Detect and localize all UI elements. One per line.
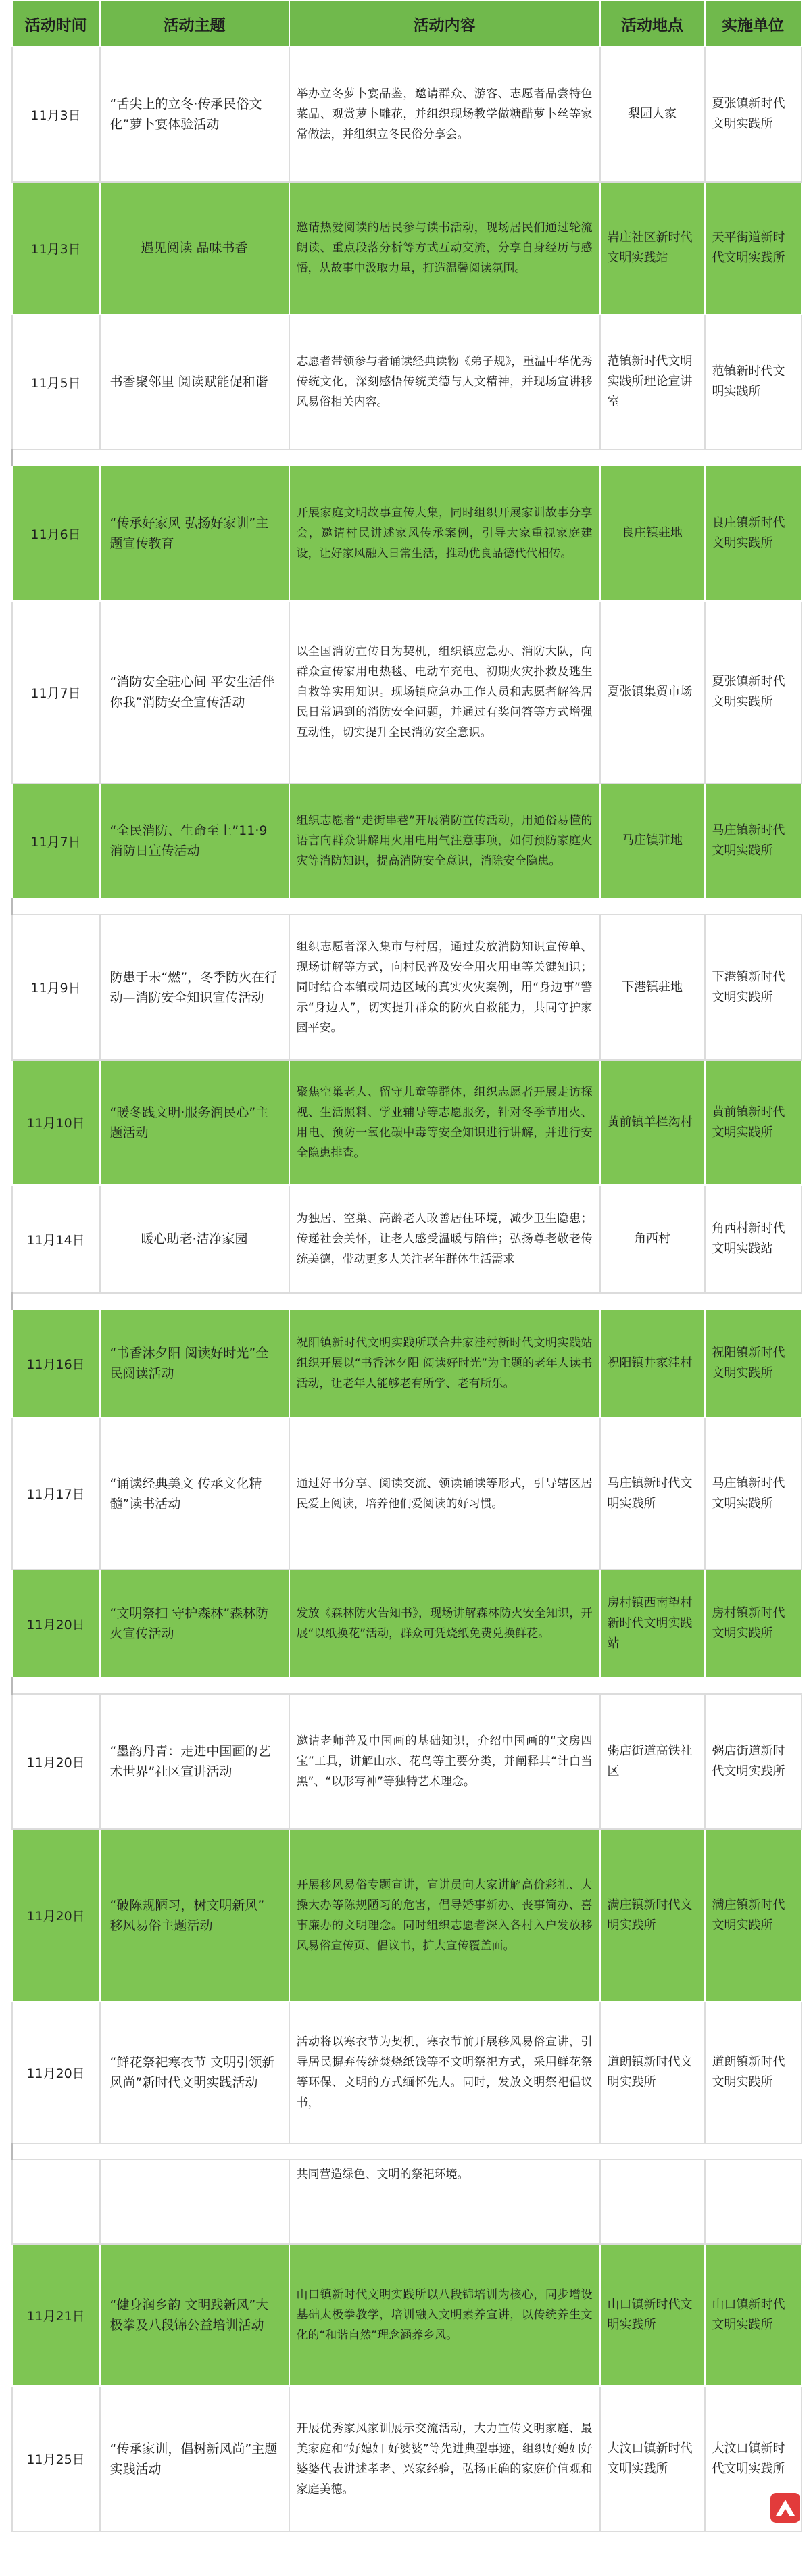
row-theme: “诵读经典美文 传承文化精髓”读书活动 [100, 1417, 289, 1570]
row-theme: “书香沐夕阳 阅读好时光”全民阅读活动 [100, 1309, 289, 1417]
table-row [12, 601, 802, 783]
table-row [12, 182, 802, 314]
row-unit: 道朗镇新时代文明实践所 [705, 2001, 802, 2143]
header-place: 活动地点 [600, 1, 705, 47]
row-date: 11月6日 [12, 466, 100, 601]
table-row [12, 1309, 802, 1417]
row-place: 岩庄社区新时代文明实践站 [600, 182, 705, 314]
row-unit: 满庄镇新时代文明实践所 [705, 1829, 802, 2001]
row-theme: “暖冬践文明·服务润民心”主题活动 [100, 1060, 289, 1185]
table-header [12, 1, 802, 47]
row-date: 11月5日 [12, 314, 100, 449]
activity-schedule-table [11, 0, 802, 2532]
table-row [12, 1694, 802, 1829]
row-theme [100, 2160, 289, 2244]
row-place: 夏张镇集贸市场 [600, 601, 705, 783]
section-divider [12, 1678, 802, 1694]
row-theme: “鲜花祭祀寒衣节 文明引领新风尚”新时代文明实践活动 [100, 2001, 289, 2143]
table-row [12, 1060, 802, 1185]
row-content: 为独居、空巢、高龄老人改善居住环境，减少卫生隐患；传递社会关怀，让老人感受温暖与陪伴；弘扬尊老敬老传统美德，带动更多人关注老年群体生活需求 [289, 1185, 600, 1293]
table-row-continuation [12, 2160, 802, 2244]
row-content: 志愿者带领参与者诵读经典读物《弟子规》，重温中华优秀传统文化，深刻感悟传统美德与人文精神，并现场宣讲移风易俗相关内容。 [289, 314, 600, 449]
table-row [12, 2386, 802, 2531]
row-date: 11月14日 [12, 1185, 100, 1293]
row-unit: 夏张镇新时代文明实践所 [705, 47, 802, 182]
row-place: 山口镇新时代文明实践所 [600, 2244, 705, 2386]
row-unit: 马庄镇新时代文明实践所 [705, 1417, 802, 1570]
row-theme: “破陈规陋习，树文明新风” 移风易俗主题活动 [100, 1829, 289, 2001]
row-theme: 遇见阅读 品味书香 [100, 182, 289, 314]
row-unit: 祝阳镇新时代文明实践所 [705, 1309, 802, 1417]
table-row [12, 314, 802, 449]
row-place: 下港镇驻地 [600, 915, 705, 1060]
header-date: 活动时间 [12, 1, 100, 47]
row-theme: 防患于未“燃”，冬季防火在行动—消防安全知识宣传活动 [100, 915, 289, 1060]
row-content: 活动将以寒衣节为契机，寒衣节前开展移风易俗宣讲，引导居民摒弃传统焚烧纸钱等不文明祭祀方式，采用鲜花祭等环保、文明的方式缅怀先人。同时，发放文明祭祀倡议书， [289, 2001, 600, 2143]
row-unit: 黄前镇新时代文明实践所 [705, 1060, 802, 1185]
row-theme: “健身润乡韵 文明践新风”大极拳及八段锦公益培训活动 [100, 2244, 289, 2386]
row-theme: “舌尖上的立冬·传承民俗文化”萝卜宴体验活动 [100, 47, 289, 182]
row-content: 开展家庭文明故事宣传大集，同时组织开展家训故事分享会，邀请村民讲述家风传承案例，引导大家重视家庭建设，让好家风融入日常生活，推动优良品德代代相传。 [289, 466, 600, 601]
table-row [12, 915, 802, 1060]
row-content: 邀请热爱阅读的居民参与读书活动，现场居民们通过轮流朗读、重点段落分析等方式互动交流，分享自身经历与感悟，从故事中汲取力量，打造温馨阅读氛围。 [289, 182, 600, 314]
row-content: 开展优秀家风家训展示交流活动，大力宣传文明家庭、最美家庭和“好媳妇 好婆婆”等先进典型事迹，组织好媳妇好婆婆代表讲述孝老、兴家经验，弘扬正确的家庭价值观和家庭美德。 [289, 2386, 600, 2531]
row-unit: 房村镇新时代文明实践所 [705, 1570, 802, 1678]
row-date: 11月7日 [12, 783, 100, 898]
row-date: 11月9日 [12, 915, 100, 1060]
row-date: 11月17日 [12, 1417, 100, 1570]
row-content: 组织志愿者“走街串巷”开展消防宣传活动，用通俗易懂的语言向群众讲解用火用电用气注意事项，如何预防家庭火灾等消防知识，提高消防安全意识，消除安全隐患。 [289, 783, 600, 898]
row-place: 房村镇西南望村新时代文明实践站 [600, 1570, 705, 1678]
row-date: 11月25日 [12, 2386, 100, 2531]
row-theme: “传承好家风 弘扬好家训”主题宣传教育 [100, 466, 289, 601]
header-theme: 活动主题 [100, 1, 289, 47]
table-row [12, 2001, 802, 2143]
row-content: 以全国消防宣传日为契机，组织镇应急办、消防大队，向群众宣传家用电热毯、电动车充电、初期火灾扑救及逃生自救等实用知识。现场镇应急办工作人员和志愿者解答居民日常遇到的消防安全问题，并通过有奖问答等方式增强互动性，切实提升全民消防安全意识。 [289, 601, 600, 783]
row-content: 组织志愿者深入集市与村居，通过发放消防知识宣传单、现场讲解等方式，向村民普及安全用火用电等关键知识；同时结合本镇或周边区域的真实火灾案例，用“身边事”警示“身边人”，切实提升群众的防火自救能力，共同守护家园平安。 [289, 915, 600, 1060]
row-unit: 马庄镇新时代文明实践所 [705, 783, 802, 898]
row-theme: 暖心助老·洁净家园 [100, 1185, 289, 1293]
table-row [12, 783, 802, 898]
row-unit: 天平街道新时代文明实践所 [705, 182, 802, 314]
row-date: 11月21日 [12, 2244, 100, 2386]
row-place: 黄前镇羊栏沟村 [600, 1060, 705, 1185]
row-place [600, 2160, 705, 2244]
table-row [12, 1417, 802, 1570]
row-content: 聚焦空巢老人、留守儿童等群体，组织志愿者开展走访探视、生活照料、学业辅导等志愿服务，针对冬季节用火、用电、预防一氧化碳中毒等安全知识进行讲解，并进行安全隐患排查。 [289, 1060, 600, 1185]
row-unit: 粥店街道新时代文明实践所 [705, 1694, 802, 1829]
row-unit: 良庄镇新时代文明实践所 [705, 466, 802, 601]
row-date: 11月7日 [12, 601, 100, 783]
row-date: 11月16日 [12, 1309, 100, 1417]
row-theme: “消防安全驻心间 平安生活伴你我”消防安全宣传活动 [100, 601, 289, 783]
row-date: 11月3日 [12, 47, 100, 182]
table-row [12, 466, 802, 601]
row-unit: 夏张镇新时代文明实践所 [705, 601, 802, 783]
row-content: 邀请老师普及中国画的基础知识，介绍中国画的“文房四宝”工具，讲解山水、花鸟等主要分类，并阐释其“计白当黑”、“以形写神”等独特艺术理念。 [289, 1694, 600, 1829]
row-place: 马庄镇驻地 [600, 783, 705, 898]
row-theme: “文明祭扫 守护森林”森林防火宣传活动 [100, 1570, 289, 1678]
row-theme: “传承家训，倡树新风尚”主题实践活动 [100, 2386, 289, 2531]
row-content: 通过好书分享、阅读交流、领读诵读等形式，引导辖区居民爱上阅读，培养他们爱阅读的好习惯。 [289, 1417, 600, 1570]
brand-logo-icon [770, 2493, 800, 2523]
row-unit [705, 2160, 802, 2244]
row-content: 发放《森林防火告知书》，现场讲解森林防火安全知识，开展“以纸换花”活动，群众可凭烧纸免费兑换鲜花。 [289, 1570, 600, 1678]
row-place: 大汶口镇新时代文明实践所 [600, 2386, 705, 2531]
header-content: 活动内容 [289, 1, 600, 47]
row-content: 举办立冬萝卜宴品鉴，邀请群众、游客、志愿者品尝特色菜品、观赏萝卜雕花，并组织现场教学做糖醋萝卜丝等家常做法，并组织立冬民俗分享会。 [289, 47, 600, 182]
row-date: 11月10日 [12, 1060, 100, 1185]
row-theme: “全民消防、生命至上”11·9消防日宣传活动 [100, 783, 289, 898]
table-row [12, 1185, 802, 1293]
row-date [12, 2160, 100, 2244]
row-unit: 下港镇新时代文明实践所 [705, 915, 802, 1060]
table-row [12, 1829, 802, 2001]
row-content: 祝阳镇新时代文明实践所联合井家洼村新时代文明实践站组织开展以“书香沐夕阳 阅读好时光”为主题的老年人读书活动，让老年人能够老有所学、老有所乐。 [289, 1309, 600, 1417]
row-theme: 书香聚邻里 阅读赋能促和谐 [100, 314, 289, 449]
row-place: 良庄镇驻地 [600, 466, 705, 601]
row-date: 11月3日 [12, 182, 100, 314]
row-place: 道朗镇新时代文明实践所 [600, 2001, 705, 2143]
section-divider [12, 2143, 802, 2160]
section-divider [12, 898, 802, 915]
row-place: 角西村 [600, 1185, 705, 1293]
row-date: 11月20日 [12, 1570, 100, 1678]
row-place: 满庄镇新时代文明实践所 [600, 1829, 705, 2001]
row-theme: “墨韵丹青：走进中国画的艺术世界”社区宣讲活动 [100, 1694, 289, 1829]
header-unit: 实施单位 [705, 1, 802, 47]
row-unit: 角西村新时代文明实践站 [705, 1185, 802, 1293]
row-place: 祝阳镇井家洼村 [600, 1309, 705, 1417]
row-date: 11月20日 [12, 2001, 100, 2143]
row-content: 山口镇新时代文明实践所以八段锦培训为核心，同步增设基础太极拳教学，培训融入文明素养宣讲，以传统养生文化的“和谐自然”理念涵养乡风。 [289, 2244, 600, 2386]
row-unit: 范镇新时代文明实践所 [705, 314, 802, 449]
section-divider [12, 449, 802, 466]
table-row [12, 2244, 802, 2386]
row-unit: 山口镇新时代文明实践所 [705, 2244, 802, 2386]
table-row [12, 1570, 802, 1678]
row-place: 粥店街道高铁社区 [600, 1694, 705, 1829]
table-row [12, 47, 802, 182]
row-unit: 大汶口镇新时代文明实践所 [705, 2386, 802, 2531]
row-content: 开展移风易俗专题宣讲，宣讲员向大家讲解高价彩礼、大操大办等陈规陋习的危害，倡导婚事新办、丧事简办、喜事廉办的文明理念。同时组织志愿者深入各村入户发放移风易俗宣传页、倡议书，扩大宣传覆盖面。 [289, 1829, 600, 2001]
section-divider [12, 1293, 802, 1309]
row-place: 梨园人家 [600, 47, 705, 182]
table-body [12, 47, 802, 2531]
row-date: 11月20日 [12, 1829, 100, 2001]
row-place: 马庄镇新时代文明实践所 [600, 1417, 705, 1570]
row-content: 共同营造绿色、文明的祭祀环境。 [289, 2160, 600, 2244]
row-place: 范镇新时代文明实践所理论宣讲室 [600, 314, 705, 449]
row-date: 11月20日 [12, 1694, 100, 1829]
